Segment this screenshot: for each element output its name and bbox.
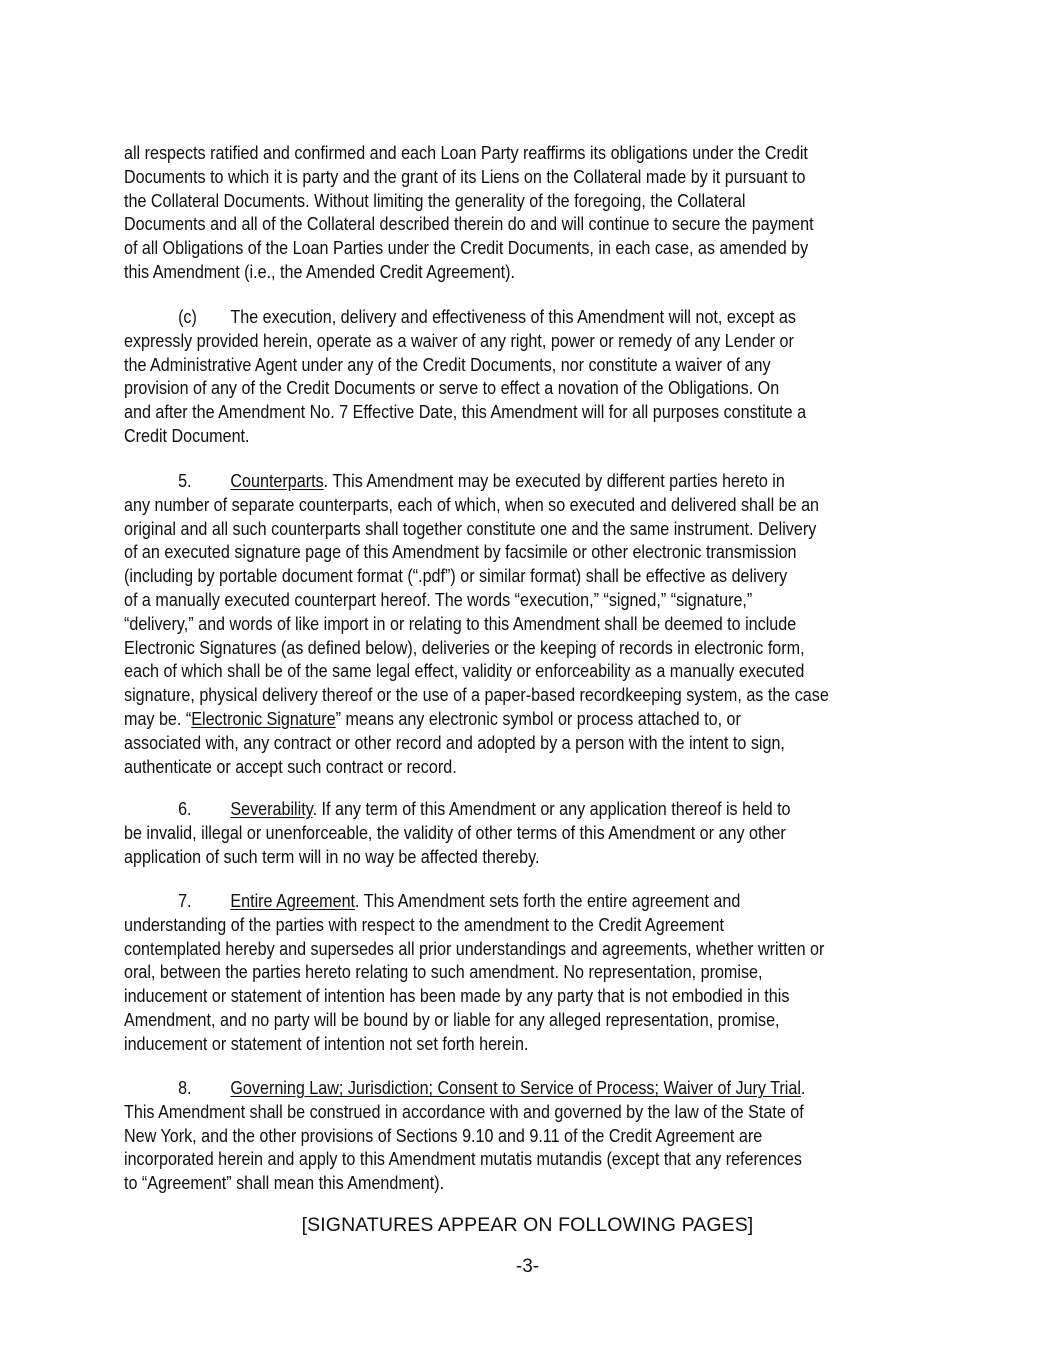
text-segment: . — [800, 1077, 806, 1098]
text-line: signature, physical delivery thereof or the use of a paper-based recordkeeping system, as the case — [124, 684, 829, 706]
text-line: contemplated hereby and supersedes all prior understandings and agreements, whether written or — [124, 937, 825, 959]
section-heading: Counterparts — [230, 470, 324, 491]
section-c-first-line — [124, 305, 944, 329]
text-line: this Amendment (i.e., the Amended Credit Agreement). — [124, 260, 515, 282]
section-c-paragraph — [124, 305, 944, 448]
text-segment: may be. “ — [124, 707, 192, 729]
continuation-paragraph — [124, 141, 944, 284]
section-number: 8. — [178, 1077, 192, 1098]
signatures-note: [SIGNATURES APPEAR ON FOLLOWING PAGES] — [301, 1214, 754, 1236]
page-number: -3- — [515, 1256, 540, 1277]
text-segment: . If any term of this Amendment or any application thereof is held to — [312, 798, 791, 819]
text-line: to “Agreement” shall mean this Amendment). — [124, 1172, 445, 1194]
text-line: provision of any of the Credit Documents or serve to effect a novation of the Obligations. On — [124, 377, 780, 399]
text-line: be invalid, illegal or unenforceable, the validity of other terms of this Amendment or any other — [124, 821, 786, 843]
section-heading: Entire Agreement — [230, 890, 356, 911]
section-5-counterparts — [124, 469, 944, 778]
text-line: the Administrative Agent under any of the Credit Documents, nor constitute a waiver of any — [124, 353, 771, 375]
text-line: Documents and all of the Collateral described therein do and will continue to secure the payment — [124, 213, 814, 235]
text-line: This Amendment shall be construed in accordance with and governed by the law of the State of — [124, 1100, 804, 1122]
text-line: Electronic Signatures (as defined below), deliveries or the keeping of records in electronic form, — [124, 636, 805, 658]
section-number: 7. — [178, 890, 192, 911]
text-line: Amendment, and no party will be bound by or liable for any alleged representation, promise, — [124, 1008, 780, 1030]
section-8-governing-law — [124, 1076, 944, 1195]
text-line: incorporated herein and apply to this Amendment mutatis mutandis (except that any references — [124, 1148, 802, 1170]
section-7-entire-agreement — [124, 889, 944, 1056]
text-segment: ” means any electronic symbol or process attached to, or — [335, 707, 741, 729]
text-segment: . This Amendment sets forth the entire agreement and — [355, 890, 741, 911]
text-line: (including by portable document format (“.pdf”) or similar format) shall be effective as delivery — [124, 565, 788, 587]
text-line: inducement or statement of intention not set forth herein. — [124, 1032, 529, 1054]
text-line: authenticate or accept such contract or record. — [124, 755, 457, 777]
text-line: the Collateral Documents. Without limiting the generality of the foregoing, the Collateral — [124, 189, 746, 211]
section-number: 5. — [178, 470, 192, 491]
text-line: Documents to which it is party and the grant of its Liens on the Collateral made by it pursuant to — [124, 165, 806, 187]
text-line: original and all such counterparts shall together constitute one and the same instrument. Delivery — [124, 517, 817, 539]
text-line: of an executed signature page of this Amendment by facsimile or other electronic transmission — [124, 541, 797, 563]
text-line: of a manually executed counterpart hereof. The words “execution,” “signed,” “signature,” — [124, 588, 753, 610]
text-line: of all Obligations of the Loan Parties under the Credit Documents, in each case, as amended by — [124, 237, 809, 259]
text-line: associated with, any contract or other record and adopted by a person with the intent to sign, — [124, 731, 785, 753]
section-6-first-line — [124, 797, 944, 821]
section-6-severability — [124, 797, 944, 868]
text-line: each of which shall be of the same legal effect, validity or enforceability as a manually executed — [124, 660, 805, 682]
text-line: Credit Document. — [124, 424, 250, 446]
text-line: and after the Amendment No. 7 Effective Date, this Amendment will for all purposes constitute a — [124, 401, 807, 423]
section-8-first-line — [124, 1076, 944, 1100]
text-segment: . This Amendment may be executed by different parties hereto in — [323, 470, 785, 491]
text-segment: The execution, delivery and effectiveness of this Amendment will not, except as — [230, 306, 796, 327]
section-5-first-line — [124, 469, 944, 493]
text-line: all respects ratified and confirmed and each Loan Party reaffirms its obligations under the Credit — [124, 142, 808, 163]
section-7-first-line — [124, 889, 944, 913]
section-heading: Severability — [230, 798, 313, 819]
definition-line — [124, 707, 944, 731]
defined-term: Electronic Signature — [191, 707, 336, 729]
section-heading: Governing Law; Jurisdiction; Consent to Service of Process; Waiver of Jury Trial — [230, 1077, 801, 1098]
text-line: application of such term will in no way be affected thereby. — [124, 845, 540, 867]
text-line: any number of separate counterparts, each of which, when so executed and delivered shall be an — [124, 493, 820, 515]
text-line: expressly provided herein, operate as a waiver of any right, power or remedy of any Lender or — [124, 329, 794, 351]
text-line: “delivery,” and words of like import in or relating to this Amendment shall be deemed to include — [124, 612, 797, 634]
text-line: oral, between the parties hereto relating to such amendment. No representation, promise, — [124, 961, 763, 983]
text-line: inducement or statement of intention has been made by any party that is not embodied in this — [124, 985, 790, 1007]
text-line: New York, and the other provisions of Sections 9.10 and 9.11 of the Credit Agreement are — [124, 1124, 763, 1146]
section-number: 6. — [178, 798, 192, 819]
section-c-marker: (c) — [178, 306, 197, 327]
text-line: understanding of the parties with respect to the amendment to the Credit Agreement — [124, 913, 724, 935]
